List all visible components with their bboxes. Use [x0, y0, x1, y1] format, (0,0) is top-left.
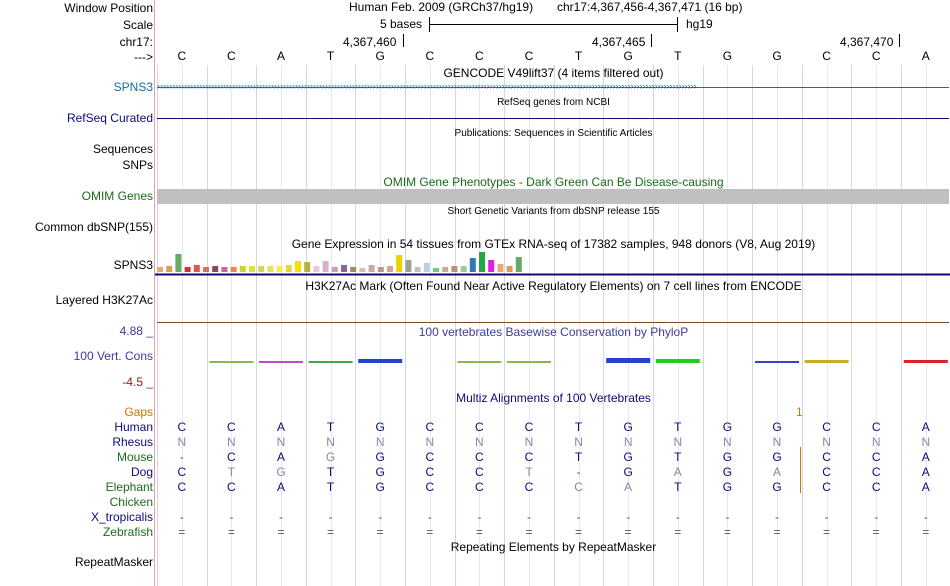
alignment-base: G	[722, 480, 733, 494]
alignment-base: -	[775, 510, 779, 524]
dbsnp-track-label[interactable]: Common dbSNP(155)	[34, 220, 153, 234]
cons-base-mark	[755, 361, 799, 363]
alignment-base: =	[327, 525, 335, 539]
repeatmasker-track-label[interactable]: RepeatMasker	[74, 555, 153, 569]
alignment-base: A	[276, 420, 285, 434]
species-label[interactable]: Zebrafish	[102, 525, 153, 539]
species-label[interactable]: Dog	[130, 465, 153, 479]
alignment-base: N	[574, 435, 583, 449]
alignment-base: =	[376, 525, 384, 539]
cons-base-mark	[457, 361, 501, 363]
alignment-base: N	[921, 435, 931, 449]
coord-label-2: 4,367,465	[592, 35, 646, 49]
coord-tick-2	[651, 34, 652, 47]
cons-min-label: -4.5 _	[122, 375, 153, 389]
publications-track-title[interactable]: Publications: Sequences in Scientific Articles	[454, 128, 653, 139]
alignment-base: G	[772, 420, 782, 434]
base-letter: A	[921, 49, 930, 63]
omim-feature-bar[interactable]	[157, 189, 949, 204]
alignment-base: C	[822, 465, 831, 479]
gtex-tissue-bar[interactable]	[415, 267, 421, 272]
gtex-tissue-bar[interactable]	[194, 265, 200, 272]
alignment-base: C	[871, 420, 881, 434]
base-letter: C	[871, 49, 881, 63]
alignment-base: C	[425, 420, 435, 434]
alignment-base: A	[921, 450, 930, 464]
gtex-tissue-bar[interactable]	[507, 266, 513, 272]
alignment-base: =	[575, 525, 583, 539]
alignment-base: C	[177, 465, 187, 479]
alignment-base: T	[674, 480, 682, 494]
gtex-tissue-bar[interactable]	[433, 268, 439, 272]
base-letter: C	[177, 49, 187, 63]
alignment-base: N	[772, 435, 782, 449]
alignment-base: C	[227, 450, 236, 464]
h3k27ac-track-label[interactable]: Layered H3K27Ac	[55, 293, 153, 307]
base-letter: T	[326, 49, 335, 63]
alignment-base: C	[475, 420, 484, 434]
alignment-base: N	[177, 435, 187, 449]
base-letter: T	[574, 49, 583, 63]
alignment-base: G	[722, 465, 733, 479]
gtex-tissue-bar[interactable]	[359, 268, 365, 272]
gtex-tissue-bar[interactable]	[304, 262, 310, 272]
alignment-base: =	[525, 525, 533, 539]
alignment-base: N	[425, 435, 435, 449]
alignment-base: N	[227, 435, 236, 449]
cons-base-mark	[309, 361, 353, 363]
alignment-base: =	[872, 525, 880, 539]
omim-track-title[interactable]: OMIM Gene Phenotypes - Dark Green Can Be Disease-causing	[383, 175, 724, 189]
species-label[interactable]: Rhesus	[112, 435, 153, 449]
gtex-tissue-bar[interactable]	[313, 266, 319, 272]
alignment-base: G	[325, 450, 336, 464]
base-letter: A	[276, 49, 285, 63]
species-label[interactable]: Chicken	[109, 495, 153, 509]
alignment-base: T	[574, 420, 583, 434]
cons-track-label[interactable]: 100 Vert. Cons	[73, 349, 153, 363]
cons-logo-marks[interactable]	[155, 350, 950, 375]
gtex-tissue-bar[interactable]	[470, 258, 476, 272]
alignment-base: N	[475, 435, 484, 449]
gencode-track-title[interactable]: GENCODE V49lift37 (4 items filtered out)	[443, 66, 664, 80]
species-label[interactable]: Human	[114, 420, 153, 434]
gtex-tissue-bar[interactable]	[258, 266, 264, 272]
alignment-base: G	[722, 450, 733, 464]
alignment-base: C	[822, 420, 831, 434]
alignment-base: T	[326, 420, 335, 434]
alignment-base: =	[277, 525, 285, 539]
alignment-base: C	[524, 480, 534, 494]
gtex-expression-bars[interactable]	[155, 252, 950, 276]
coord-label-1: 4,367,460	[343, 35, 397, 49]
position-text[interactable]: chr17:4,367,456-4,367,471 (16 bp)	[557, 0, 743, 14]
base-letter: C	[524, 49, 534, 63]
alignment-base: A	[921, 420, 930, 434]
alignment-base: =	[178, 525, 186, 539]
gtex-tissue-bar[interactable]	[221, 267, 227, 272]
base-letter: C	[425, 49, 435, 63]
scale-bar-left-tick	[429, 17, 430, 32]
alignment-base: C	[425, 480, 435, 494]
db-text: hg19	[686, 17, 713, 31]
scale-text: 5 bases	[380, 17, 423, 31]
alignment-base: C	[475, 480, 484, 494]
alignment-base: G	[375, 465, 385, 479]
multiz-track-title[interactable]: Multiz Alignments of 100 Vertebrates	[456, 391, 651, 405]
snps-track-label[interactable]: SNPs	[122, 158, 153, 172]
alignment-base: N	[276, 435, 286, 449]
alignment-base: A	[921, 480, 930, 494]
gtex-tissue-bar[interactable]	[405, 260, 411, 272]
gtex-tissue-bar[interactable]	[387, 266, 393, 272]
alignment-base: N	[524, 435, 534, 449]
alignment-base: G	[623, 450, 633, 464]
alignment-base: =	[773, 525, 781, 539]
repeatmasker-track-title[interactable]: Repeating Elements by RepeatMasker	[450, 540, 657, 554]
gtex-tissue-bar[interactable]	[249, 266, 255, 272]
alignment-base: -	[477, 510, 482, 524]
alignment-base: -	[824, 510, 829, 524]
cons-base-mark	[507, 361, 551, 363]
species-label[interactable]: Elephant	[105, 480, 153, 494]
cons-base-mark	[209, 361, 253, 363]
alignment-base: -	[725, 510, 730, 524]
cons-base-mark	[805, 360, 849, 363]
alignment-base: C	[822, 450, 831, 464]
alignment-base: C	[822, 480, 831, 494]
cons-base-mark	[904, 360, 948, 363]
alignment-base: -	[527, 510, 531, 524]
gtex-tissue-bar[interactable]	[295, 261, 301, 272]
alignment-base: -	[923, 510, 928, 524]
base-letter: G	[375, 49, 385, 63]
base-letter: C	[227, 49, 236, 63]
gtex-tissue-bar[interactable]	[240, 266, 246, 272]
alignment-base: C	[177, 480, 187, 494]
alignment-base: G	[375, 450, 385, 464]
alignment-base: -	[279, 510, 283, 524]
species-label[interactable]: Mouse	[116, 450, 153, 464]
alignment-base: C	[871, 465, 881, 479]
gtex-tissue-bar[interactable]	[516, 257, 522, 272]
gtex-tissue-bar[interactable]	[451, 266, 457, 272]
cons-base-mark	[656, 359, 700, 363]
alignment-base: -	[874, 510, 879, 524]
alignment-base: T	[525, 465, 533, 479]
alignment-base: N	[326, 435, 335, 449]
alignment-base: G	[623, 420, 633, 434]
alignment-base: =	[823, 525, 831, 539]
gaps-label[interactable]: Gaps	[124, 405, 153, 419]
alignment-base: -	[675, 510, 680, 524]
alignment-base: -	[378, 510, 383, 524]
gtex-tissue-bar[interactable]	[442, 267, 448, 272]
chrom-label: chr17:	[119, 35, 153, 49]
alignment-base: A	[772, 465, 781, 479]
base-letter: C	[822, 49, 831, 63]
alignment-base: T	[227, 465, 236, 479]
alignment-base: C	[425, 465, 435, 479]
dbsnp-track-title[interactable]: Short Genetic Variants from dbSNP release 155	[447, 206, 660, 217]
gtex-tissue-bar[interactable]	[497, 264, 503, 272]
alignment-base: C	[871, 450, 881, 464]
alignment-base: T	[326, 480, 335, 494]
gtex-tissue-bar[interactable]	[166, 266, 172, 272]
alignment-base: C	[524, 450, 534, 464]
alignment-base: G	[772, 480, 782, 494]
alignment-base: -	[576, 510, 581, 524]
gtex-tissue-bar[interactable]	[369, 265, 375, 272]
gtex-tissue-bar[interactable]	[424, 263, 430, 272]
cons-base-mark	[358, 359, 402, 363]
gtex-tissue-bar[interactable]	[378, 267, 384, 272]
coord-tick-3	[899, 34, 900, 47]
alignment-base: N	[871, 435, 881, 449]
alignment-base: T	[674, 420, 682, 434]
alignment-base: -	[626, 510, 631, 524]
gtex-track-title[interactable]: Gene Expression in 54 tissues from GTEx RNA-seq of 17382 samples, 948 donors (V8, Aug 2019)	[291, 237, 816, 251]
alignment-base: N	[673, 435, 683, 449]
alignment-base: -	[328, 510, 333, 524]
scale-bar-right-tick	[677, 17, 678, 32]
alignment-base: A	[276, 450, 285, 464]
alignment-base: C	[475, 450, 484, 464]
refseq-track-title[interactable]: RefSeq genes from NCBI	[497, 97, 610, 108]
alignment-base: =	[723, 525, 731, 539]
cons-track-title[interactable]: 100 vertebrates Basewise Conservation by PhyloP	[418, 325, 689, 339]
alignment-base: G	[375, 480, 385, 494]
alignment-base: A	[624, 480, 633, 494]
cons-max-label: 4.88 _	[119, 324, 153, 338]
alignment-base: =	[624, 525, 632, 539]
alignment-base: C	[475, 465, 484, 479]
gtex-tissue-bar[interactable]	[350, 267, 356, 272]
assembly-text: Human Feb. 2009 (GRCh37/hg19)	[349, 0, 534, 14]
gtex-tissue-bar[interactable]	[488, 260, 494, 272]
gtex-tissue-bar[interactable]	[267, 266, 273, 272]
alignment-base: C	[871, 480, 881, 494]
alignment-base: G	[623, 465, 633, 479]
species-label[interactable]: X_tropicalis	[90, 510, 153, 524]
publications-track-label[interactable]: Sequences	[92, 142, 153, 156]
gtex-tissue-bar[interactable]	[157, 267, 163, 272]
alignment-base: G	[722, 420, 733, 434]
scale-bar	[429, 24, 677, 25]
alignment-base: C	[524, 420, 534, 434]
alignment-base: -	[229, 510, 234, 524]
alignment-base: N	[822, 435, 831, 449]
alignment-base: N	[375, 435, 385, 449]
alignment-base: C	[227, 420, 236, 434]
gap-count: 1	[796, 405, 803, 419]
alignment-base: T	[574, 450, 583, 464]
gtex-tissue-bar[interactable]	[175, 254, 181, 272]
gencode-strand-arrows: ››››››››››››››››››››››››››››››››››››››››››››››››››››››››››››››››››››››››››››››››››››››››››››››››››››››››››››››››››››››››››››››››››››››››››››››››››››››››››››››››››››››››››››››››››››	[157, 81, 697, 91]
arrow-label: --->	[134, 50, 153, 64]
gtex-tissue-bar[interactable]	[286, 265, 292, 272]
alignment-base: C	[227, 480, 236, 494]
alignment-base: -	[179, 510, 184, 524]
coord-label-3: 4,367,470	[840, 35, 894, 49]
alignment-base: G	[375, 420, 385, 434]
refseq-gene-line[interactable]	[157, 118, 949, 119]
alignment-base: =	[227, 525, 235, 539]
gtex-tissue-bar[interactable]	[185, 267, 191, 272]
base-letter: G	[722, 49, 733, 63]
alignment-base: A	[276, 480, 285, 494]
alignment-base: T	[674, 450, 682, 464]
alignment-base: A	[921, 465, 930, 479]
gtex-tissue-bar[interactable]	[277, 266, 283, 272]
gtex-tissue-bar[interactable]	[231, 267, 237, 272]
alignment-base: C	[425, 450, 435, 464]
gtex-tissue-bar[interactable]	[323, 261, 329, 272]
alignment-base: =	[922, 525, 930, 539]
alignment-base: N	[723, 435, 732, 449]
cons-base-mark	[259, 361, 303, 363]
window-position-label: Window Position	[64, 1, 153, 15]
gtex-tissue-bar[interactable]	[396, 255, 402, 272]
gtex-tissue-bar[interactable]	[212, 266, 218, 272]
label-column-border	[154, 0, 155, 586]
gtex-tissue-bar[interactable]	[461, 266, 467, 272]
gtex-tissue-bar[interactable]	[479, 252, 485, 272]
gtex-tissue-bar[interactable]	[341, 265, 347, 272]
base-letter: C	[475, 49, 484, 63]
alignment-base: G	[772, 450, 782, 464]
coord-tick-1	[403, 34, 404, 47]
alignment-base: N	[623, 435, 633, 449]
base-letter: G	[623, 49, 633, 63]
alignment-base: -	[179, 450, 184, 464]
h3k27ac-baseline	[157, 322, 949, 323]
cons-base-mark	[606, 358, 650, 363]
gtex-tissue-bar[interactable]	[332, 267, 338, 272]
gap-marker	[800, 447, 801, 493]
h3k27ac-track-title[interactable]: H3K27Ac Mark (Often Found Near Active Regulatory Elements) on 7 cell lines from ENCODE	[305, 279, 802, 293]
gtex-tissue-bar[interactable]	[203, 267, 209, 272]
gtex-gene-label[interactable]: SPNS3	[113, 258, 153, 272]
alignment-base: =	[674, 525, 682, 539]
omim-track-label[interactable]: OMIM Genes	[81, 189, 153, 203]
base-letter: T	[674, 49, 682, 63]
scale-label: Scale	[122, 18, 153, 32]
base-letter: G	[772, 49, 782, 63]
alignment-base: =	[426, 525, 434, 539]
alignment-base: -	[576, 465, 581, 479]
alignment-base: =	[475, 525, 483, 539]
gencode-gene-label[interactable]: SPNS3	[113, 80, 153, 94]
refseq-track-label[interactable]: RefSeq Curated	[66, 111, 153, 125]
alignment-base: G	[276, 465, 286, 479]
alignment-base: -	[427, 510, 432, 524]
alignment-base: C	[177, 420, 187, 434]
alignment-base: T	[326, 465, 335, 479]
alignment-base: A	[673, 465, 682, 479]
alignment-base: C	[574, 480, 583, 494]
